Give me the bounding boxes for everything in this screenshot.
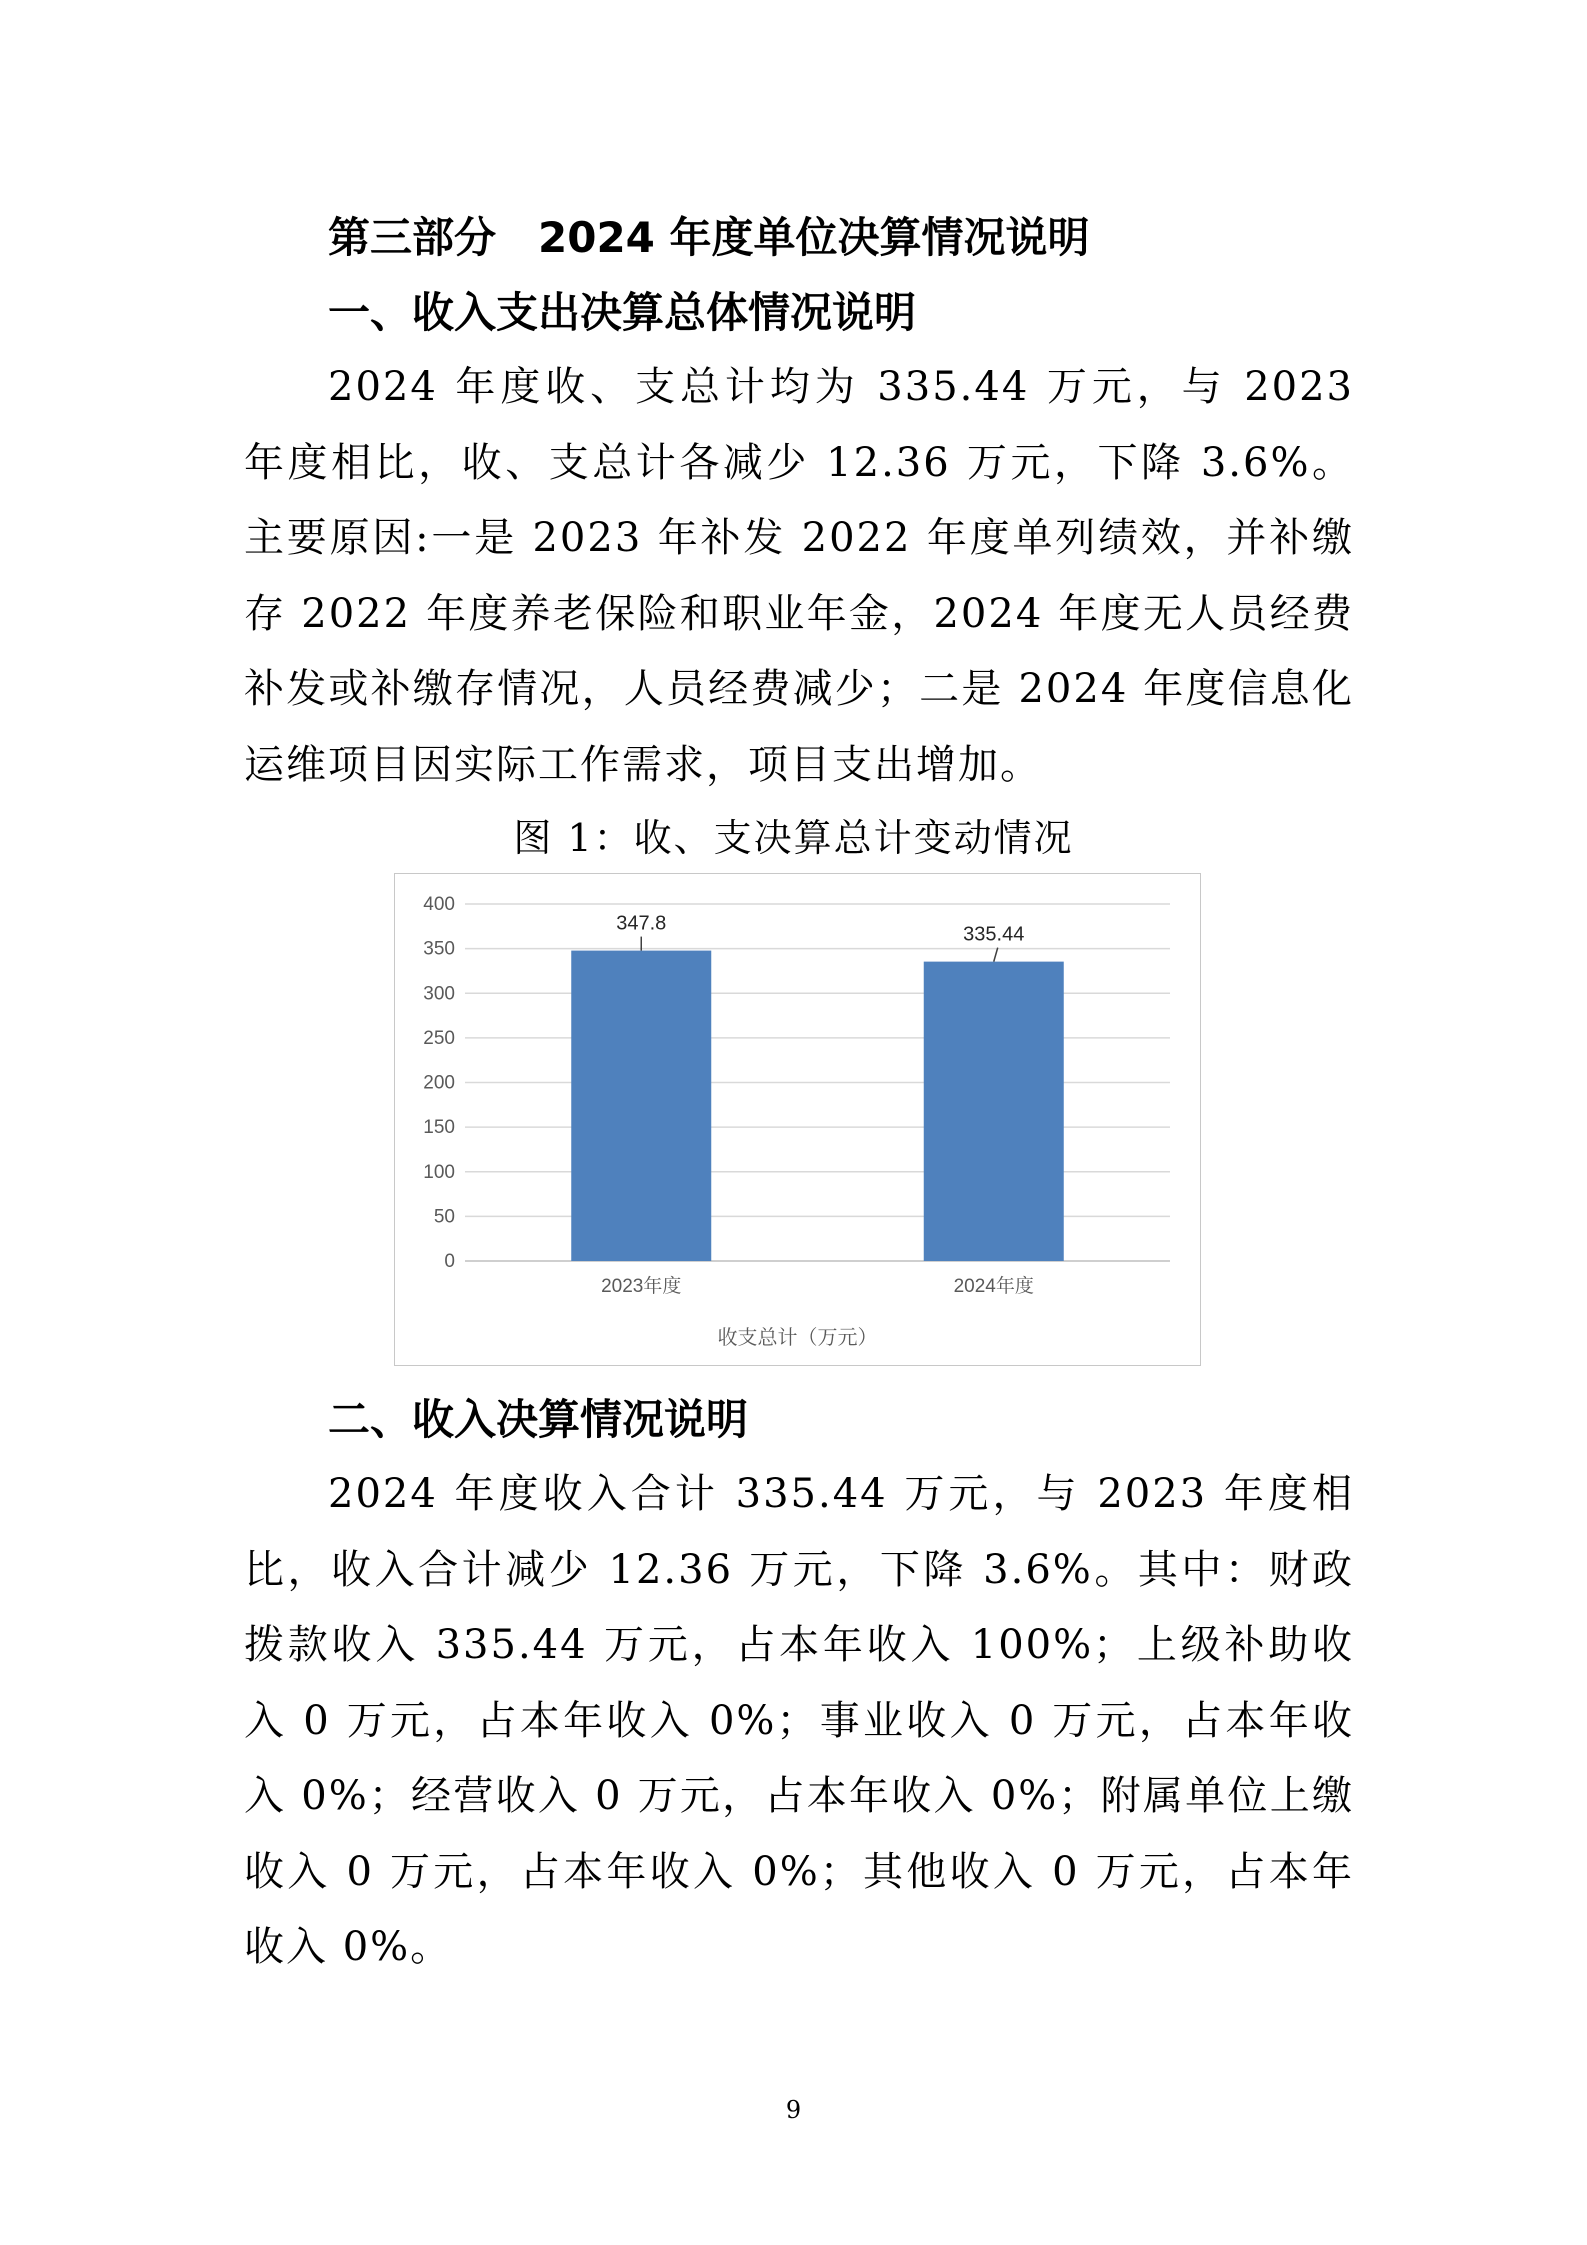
y-tick-label: 400: [423, 894, 455, 915]
data-label: 347.8: [616, 912, 667, 935]
part-title: 第三部分 2024 年度单位决算情况说明: [328, 213, 1090, 262]
x-tick-label: 2024年度: [953, 1276, 1034, 1297]
y-tick-label: 200: [423, 1072, 455, 1094]
bar: [571, 951, 711, 1261]
paragraph-income: 2024 年度收入合计 335.44 万元，与 2023 年度相比，收入合计减少 12.36 万元，下降 3.6%。其中：财政拨款收入 335.44 万元，占本年收入 100%；上级补助收入 0 万元，占本年收入 0%；事业收入 0 万元，占本年收入 0%；经营收入 0 万元，占本年收入 0%；附属单位上缴收入 0 万元，占本年收入 0%；其他收入 0 万元，占本年收入 0%。: [244, 1471, 1354, 1970]
y-tick-label: 0: [444, 1251, 455, 1272]
bar-chart: [394, 873, 1201, 1366]
y-tick-label: 350: [423, 938, 455, 960]
section-heading-overview: 一、收入支出决算总体情况说明: [328, 288, 917, 337]
x-axis-title: 收支总计（万元）: [717, 1327, 878, 1349]
data-label: 335.44: [963, 923, 1025, 946]
section-heading-income: 二、收入决算情况说明: [328, 1395, 749, 1444]
bar-chart-svg: [395, 874, 1202, 1367]
x-tick-label: 2023年度: [601, 1276, 682, 1297]
bar: [924, 962, 1064, 1261]
data-label-leader: [994, 948, 998, 962]
page-number: 9: [785, 2096, 802, 2124]
figure-caption: 图 1：收、支决算总计变动情况: [513, 816, 1074, 860]
y-tick-label: 250: [423, 1027, 455, 1049]
y-tick-label: 300: [423, 983, 455, 1005]
paragraph-overview: 2024 年度收、支总计均为 335.44 万元，与 2023 年度相比，收、支总计各减少 12.36 万元，下降 3.6%。主要原因:一是 2023 年补发 2022 年度单列绩效，并补缴存 2022 年度养老保险和职业年金，2024 年度无人员经费补发或补缴存情况，人员经费减少；二是 2024 年度信息化运维项目因实际工作需求，项目支出增加。: [244, 364, 1354, 788]
y-tick-label: 100: [423, 1161, 455, 1183]
y-tick-label: 150: [423, 1117, 455, 1139]
y-tick-label: 50: [433, 1206, 455, 1228]
